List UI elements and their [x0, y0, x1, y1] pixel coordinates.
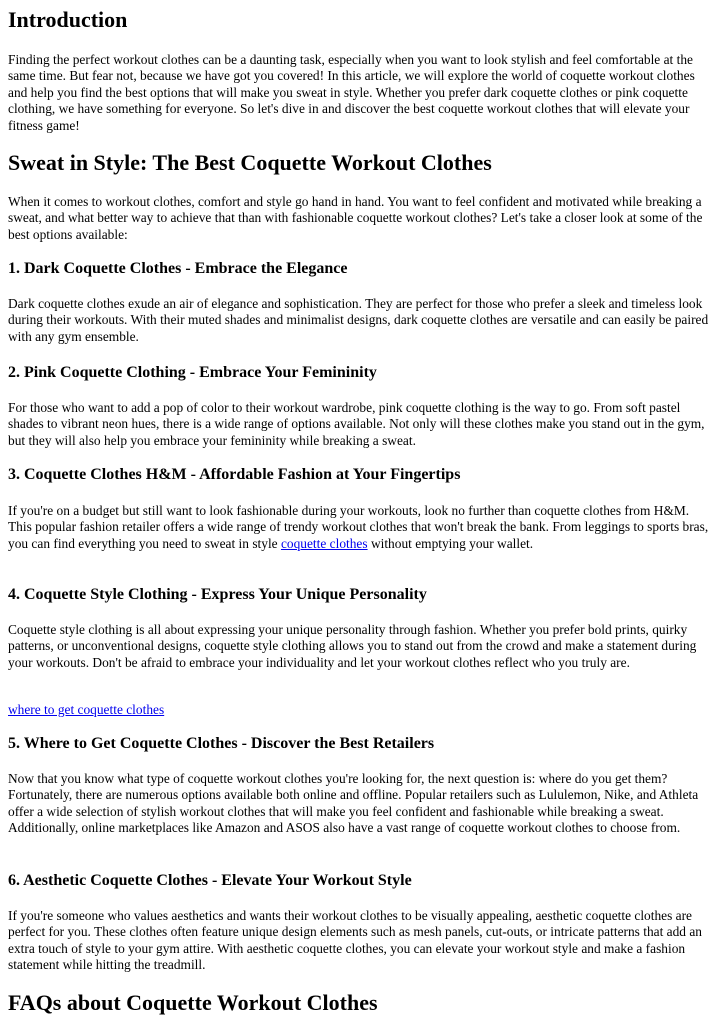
paragraph-section-6: If you're someone who values aesthetics and wants their workout clothes to be visually appealing, aesthetic coquette clothes are perfect for you. These clothes often feature unique design elements such as mesh panels, cut-outs, or intricate patterns that add an extra touch of style to your gym attire. With aesthetic coquette clothes, you can elevate your workout style and make a fashion statement while hitting the treadmill. — [8, 908, 702, 973]
heading-section-3: 3. Coquette Clothes H&M - Affordable Fashion at Your Fingertips — [8, 466, 461, 483]
heading-introduction: Introduction — [8, 7, 128, 32]
heading-section-4: 4. Coquette Style Clothing - Express Your Unique Personality — [8, 586, 427, 603]
paragraph-section-2: For those who want to add a pop of color to their workout wardrobe, pink coquette clothing is the way to go. From soft pastel shades to vibrant neon hues, there is a wide range of options available. Not only will these clothes make you stand out in the gym, but they will also help you embrace your femininity while breaking a sweat. — [8, 400, 705, 448]
paragraph-introduction: Finding the perfect workout clothes can be a daunting task, especially when you want to look stylish and feel comfortable at the same time. But fear not, because we have got you covered! In this article, we will explore the world of coquette workout clothes and help you find the best options that will make you sweat in style. Whether you prefer dark coquette clothes or pink coquette clothing, we have something for everyone. So let's dive in and discover the best coquette workout clothes that will elevate your fitness game! — [8, 52, 695, 133]
heading-section-5: 5. Where to Get Coquette Clothes - Discover the Best Retailers — [8, 735, 435, 752]
standalone-link-line — [8, 702, 714, 718]
paragraph-section-5: Now that you know what type of coquette workout clothes you're looking for, the next question is: where do you get them? Fortunately, there are numerous options available both online and offline. Popular retailers such as Lululemon, Nike, and Athleta offer a wide selection of stylish workout clothes that will make you feel confident and fashionable while breaking a sweat. Additionally, online marketplaces like Amazon and ASOS also have a vast range of coquette workout clothes to choose from. — [8, 771, 699, 836]
paragraph-section-3 — [8, 503, 714, 552]
heading-section-2: 2. Pink Coquette Clothing - Embrace Your Femininity — [8, 364, 377, 381]
paragraph-section-1: Dark coquette clothes exude an air of elegance and sophistication. They are perfect for those who prefer a sleek and timeless look during their workouts. With their muted shades and minimalist designs, dark coquette clothes are versatile and can easily be paired with any gym ensemble. — [8, 296, 709, 344]
paragraph-section-4: Coquette style clothing is all about expressing your unique personality through fashion. Whether you prefer bold prints, quirky patterns, or unconventional designs, coquette style clothing allows you to stand out from the crowd and make a statement during your workouts. Don't be afraid to embrace your individuality and let your workout clothes reflect who you truly are. — [8, 622, 697, 670]
heading-sweat-in-style: Sweat in Style: The Best Coquette Workout Clothes — [8, 150, 492, 175]
coquette-clothes-link[interactable]: coquette clothes — [280, 535, 368, 551]
paragraph-sweat-in-style: When it comes to workout clothes, comfort and style go hand in hand. You want to feel confident and motivated while breaking a sweat, and what better way to achieve that than with fashionable coquette workout clothes? Let's take a closer look at some of the best options available: — [8, 194, 703, 242]
heading-section-1: 1. Dark Coquette Clothes - Embrace the Elegance — [8, 260, 348, 277]
heading-section-6: 6. Aesthetic Coquette Clothes - Elevate Your Workout Style — [8, 872, 412, 889]
where-to-get-coquette-clothes-link[interactable]: where to get coquette clothes — [8, 702, 165, 717]
heading-faqs: FAQs about Coquette Workout Clothes — [8, 990, 378, 1015]
paragraph-section-3-text-before: If you're on a budget but still want to look fashionable during your workouts, look no further than coquette clothes from H&M. This popular fashion retailer offers a wide range of trendy workout clothes that won't break the bank. From leggings to sports bras, you can find everything you need to sweat in style — [8, 503, 709, 551]
paragraph-section-3-text-after: without emptying your wallet. — [367, 535, 534, 551]
